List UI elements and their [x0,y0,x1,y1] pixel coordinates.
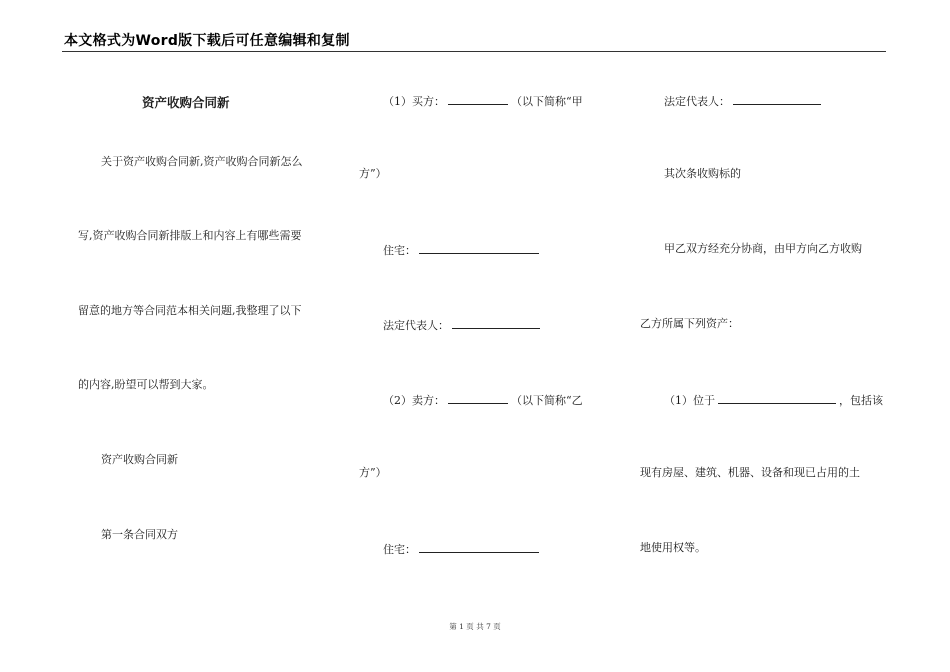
buyer-alias-close: 方”） [359,167,387,180]
buyer-address-blank[interactable] [419,242,539,254]
buyer-rep-label: 法定代表人： [383,319,449,332]
buyer-address-label: 住宅： [383,244,416,257]
page-number: 第 1 页 共 7 页 [449,622,501,631]
seller-alias-close: 方”） [359,466,387,479]
buyer-address-line [383,242,542,258]
seller-address-label: 住宅： [383,543,416,556]
article-2-line-2: 乙方所属下列资产： [640,317,739,330]
article-2-line-1: 甲乙双方经充分协商，由甲方向乙方收购 [664,242,862,255]
seller-address-line [383,541,542,557]
asset-item-label: （1）位于 [664,394,715,407]
asset-item-suffix: ，包括该 [839,394,883,407]
article-1-heading: 第一条合同双方 [101,528,178,541]
buyer-rep-blank[interactable] [452,317,540,329]
seller-line [383,392,583,408]
seller-label: （2）卖方： [383,394,445,407]
asset-item-line-3: 地使用权等。 [640,541,706,554]
document-title: 资产收购合同新 [142,95,230,110]
seller-alias-text: （以下简称“乙 [511,394,583,407]
buyer-line [383,93,583,109]
intro-line-4: 的内容,盼望可以帮到大家。 [78,378,214,391]
buyer-label: （1）买方： [383,95,445,108]
seller-rep-blank[interactable] [733,93,821,105]
document-header-title: 本文格式为Word版下载后可任意编辑和复制 [64,33,350,49]
asset-item-line-2: 现有房屋、建筑、机器、设备和现已占用的土 [640,466,860,479]
buyer-rep-line [383,317,543,333]
seller-rep-line [664,93,824,109]
intro-line-1: 关于资产收购合同新,资产收购合同新怎么 [101,155,303,168]
article-2-heading: 其次条收购标的 [664,167,741,180]
header-divider [62,51,886,52]
buyer-name-blank[interactable] [448,93,508,105]
intro-line-2: 写,资产收购合同新排版上和内容上有哪些需要 [78,229,302,242]
asset-item-line [664,392,883,408]
seller-address-blank[interactable] [419,541,539,553]
asset-location-blank[interactable] [718,392,836,404]
intro-line-3: 留意的地方等合同范本相关问题,我整理了以下 [78,304,302,317]
seller-name-blank[interactable] [448,392,508,404]
contract-subtitle: 资产收购合同新 [101,453,178,466]
buyer-alias-text: （以下简称“甲 [511,95,583,108]
seller-rep-label: 法定代表人： [664,95,730,108]
